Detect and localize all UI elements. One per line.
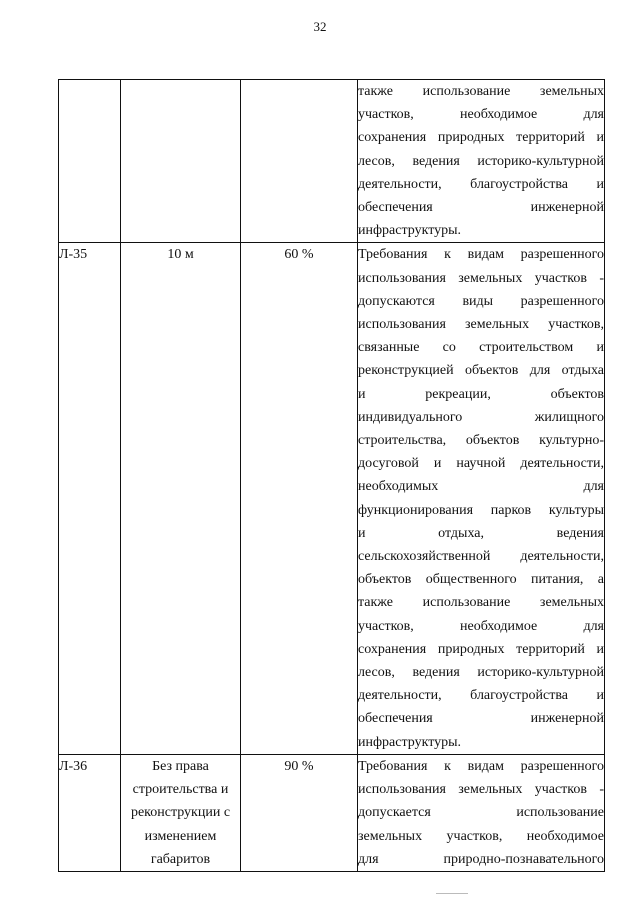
requirement-text-line: обеспечения инженерной: [358, 711, 604, 727]
requirement-text-line: также использование земельных: [358, 595, 604, 611]
coverage-percent-cell: 90 %: [241, 754, 358, 871]
usage-requirements-cell: [358, 243, 605, 754]
requirement-text-line: участков, необходимое для: [358, 107, 604, 123]
page-number: 32: [313, 19, 327, 34]
requirement-text-line: деятельности, благоустройства и: [358, 688, 604, 704]
zone-code-cell: Л-36: [59, 754, 121, 871]
requirement-text-line: функционирования парков культуры: [358, 502, 604, 518]
requirement-text-line: деятельности, благоустройства и: [358, 176, 604, 192]
requirement-text-line: лесов, ведения историко-культурной: [358, 153, 604, 169]
requirement-text-line: допускаются виды разрешенного: [358, 293, 604, 309]
requirement-text-line: сохранения природных территорий и: [358, 641, 604, 657]
zone-code-cell: [59, 80, 121, 243]
table-row: [59, 80, 605, 243]
requirement-text-line: для природно-познавательного: [358, 851, 604, 867]
table-body: [59, 80, 605, 872]
requirement-text-line: и рекреации, объектов: [358, 386, 604, 402]
requirement-text-line: индивидуального жилищного: [358, 409, 604, 425]
requirement-text-line: связанные со строительством и: [358, 340, 604, 356]
requirement-text-line: объектов общественного питания, а: [358, 572, 604, 588]
requirement-text-line: строительства, объектов культурно-: [358, 433, 604, 449]
building-limit-line: реконструкции с: [130, 805, 231, 821]
coverage-percent-cell: [241, 80, 358, 243]
building-limit-line: строительства и: [132, 782, 229, 798]
requirement-text-line: инфраструктуры.: [358, 734, 462, 750]
requirement-text-line: использования земельных участков,: [358, 317, 604, 333]
building-limit-line: изменением: [144, 828, 217, 844]
requirement-text-line: использования земельных участков -: [358, 270, 604, 286]
coverage-percent-cell: 60 %: [241, 243, 358, 754]
usage-requirements-cell: [358, 80, 605, 243]
requirement-text-line: реконструкцией объектов для отдыха: [358, 363, 604, 379]
requirement-text-line: Требования к видам разрешенного: [358, 247, 604, 263]
requirement-text-line: сохранения природных территорий и: [358, 130, 604, 146]
requirement-text-line: обеспечения инженерной: [358, 200, 604, 216]
scan-artifact-line: [436, 893, 468, 894]
zone-code-cell: Л-35: [59, 243, 121, 754]
requirement-text-line: также использование земельных: [358, 84, 604, 99]
requirement-text-line: земельных участков, необходимое: [358, 828, 604, 844]
building-limit-line: 10 м: [167, 247, 194, 263]
requirement-text-line: досуговой и научной деятельности,: [358, 456, 604, 472]
zoning-regulations-table: [58, 79, 605, 872]
table-row: [59, 243, 605, 754]
requirement-text-line: сельскохозяйственной деятельности,: [358, 549, 604, 565]
building-limit-line: габаритов: [150, 851, 211, 867]
building-limit-cell: [121, 80, 241, 243]
requirement-text-line: участков, необходимое для: [358, 618, 604, 634]
building-limit-cell: [121, 243, 241, 754]
table-row: [59, 754, 605, 871]
requirement-text-line: инфраструктуры.: [358, 223, 462, 239]
requirement-text-line: лесов, ведения историко-культурной: [358, 665, 604, 681]
requirement-text-line: необходимых для: [358, 479, 604, 495]
requirement-text-line: Требования к видам разрешенного: [358, 758, 604, 774]
requirement-text-line: и отдыха, ведения: [358, 525, 604, 541]
building-limit-line: Без права: [152, 758, 209, 774]
building-limit-cell: [121, 754, 241, 871]
usage-requirements-cell: [358, 754, 605, 871]
requirement-text-line: использования земельных участков -: [358, 782, 604, 798]
requirement-text-line: допускается использование: [358, 805, 604, 821]
